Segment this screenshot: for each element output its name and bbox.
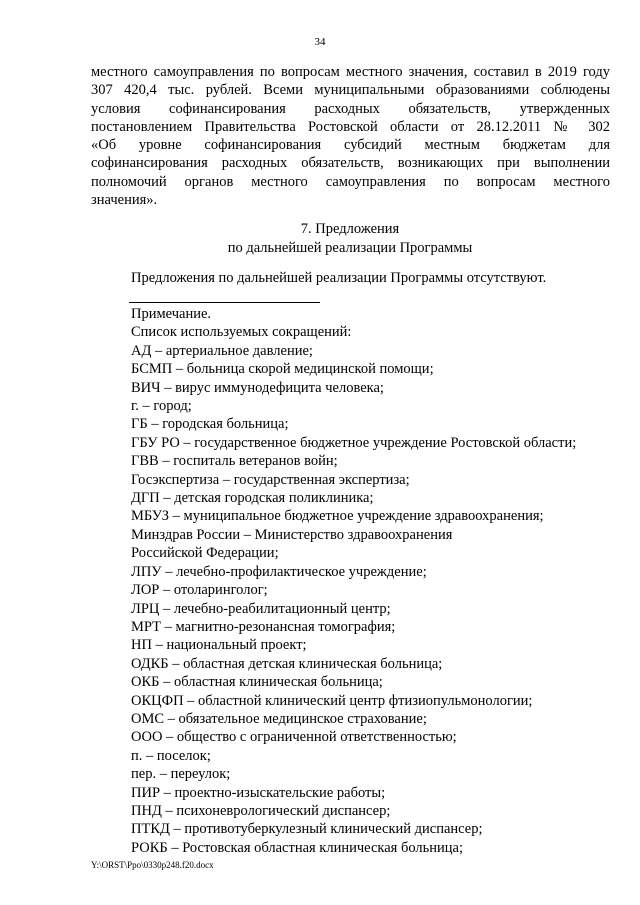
page-number: 34	[314, 36, 326, 48]
abbreviation-item: ООО – общество с ограниченной ответственностью;	[131, 729, 457, 746]
abbreviation-item: Госэкспертиза – государственная экспертиза;	[131, 471, 410, 488]
abbreviation-item: Минздрав России – Министерство здравоохранения	[131, 526, 453, 543]
abbreviation-item: Российской Федерации;	[131, 545, 279, 562]
abbreviation-item: РОКБ – Ростовская областная клиническая больница;	[131, 839, 463, 856]
abbreviation-item: п. – поселок;	[131, 747, 211, 764]
intro-line: 307 420,4 тыс. рублей. Всеми муниципальными образованиями соблюдены	[91, 82, 610, 99]
abbreviation-item: НП – национальный проект;	[131, 637, 307, 654]
section-title-line2: по дальнейшей реализации Программы	[227, 239, 473, 256]
note-heading: Примечание.	[131, 306, 212, 322]
abbreviation-item: ПИР – проектно-изыскательские работы;	[131, 784, 386, 801]
abbreviation-item: ЛРЦ – лечебно-реабилитационный центр;	[131, 600, 391, 617]
intro-paragraph	[91, 63, 610, 209]
abbreviation-item: МБУЗ – муниципальное бюджетное учреждение здравоохранения;	[131, 508, 544, 525]
abbreviation-item: МРТ – магнитно-резонансная томография;	[131, 618, 396, 635]
footer-file-path: Y:\ORST\Ppo\0330p248.f20.docx	[91, 860, 214, 870]
abbreviation-item: АД – артериальное давление;	[131, 342, 313, 359]
abbreviation-item: ОКБ – областная клиническая больница;	[131, 674, 383, 691]
abbreviation-item: ДГП – детская городская поликлиника;	[131, 490, 374, 507]
section-title-line1: 7. Предложения	[300, 221, 400, 237]
abbreviation-item: ГВВ – госпиталь ветеранов войн;	[131, 453, 338, 470]
intro-line: полномочий органов местного самоуправления по вопросам местного	[91, 173, 610, 190]
intro-line: постановлением Правительства Ростовской области от 28.12.2011 № 302	[91, 118, 610, 135]
abbreviation-item: ГБ – городская больница;	[131, 416, 289, 433]
abbreviation-item: ОДКБ – областная детская клиническая больница;	[131, 655, 443, 672]
intro-line: софинансирования расходных обязательств, возникающих при выполнении	[91, 155, 610, 172]
section-heading	[0, 220, 640, 257]
abbreviation-item: ПНД – психоневрологический диспансер;	[131, 802, 391, 819]
intro-line: «Об уровне софинансирования субсидий местным бюджетам для	[91, 137, 610, 154]
intro-line: местного самоуправления по вопросам местного значения, составил в 2019 году	[91, 64, 610, 80]
abbreviation-item: ГБУ РО – государственное бюджетное учреждение Ростовской области;	[131, 434, 577, 451]
abbreviation-item: пер. – переулок;	[131, 766, 231, 783]
footnote-divider	[129, 302, 320, 303]
abbreviation-item: ЛОР – отоларинголог;	[131, 582, 268, 599]
abbreviation-list-title: Список используемых сокращений:	[131, 324, 352, 341]
abbreviation-item: ОКЦФП – областной клинический центр фтизиопульмонологии;	[131, 692, 533, 709]
section-text: Предложения по дальнейшей реализации Программы отсутствуют.	[131, 270, 547, 286]
abbreviation-list	[131, 305, 576, 857]
intro-line: условия софинансирования расходных обязательств, утвержденных	[91, 100, 610, 117]
abbreviation-item: ПТКД – противотуберкулезный клинический диспансер;	[131, 821, 483, 838]
abbreviation-item: г. – город;	[131, 398, 192, 415]
abbreviation-item: ЛПУ – лечебно-профилактическое учреждение;	[131, 563, 427, 580]
abbreviation-item: ВИЧ – вирус иммунодефицита человека;	[131, 379, 384, 396]
intro-line: значения».	[91, 192, 158, 209]
abbreviation-item: ОМС – обязательное медицинское страхование;	[131, 710, 427, 727]
abbreviation-item: БСМП – больница скорой медицинской помощи;	[131, 361, 434, 378]
